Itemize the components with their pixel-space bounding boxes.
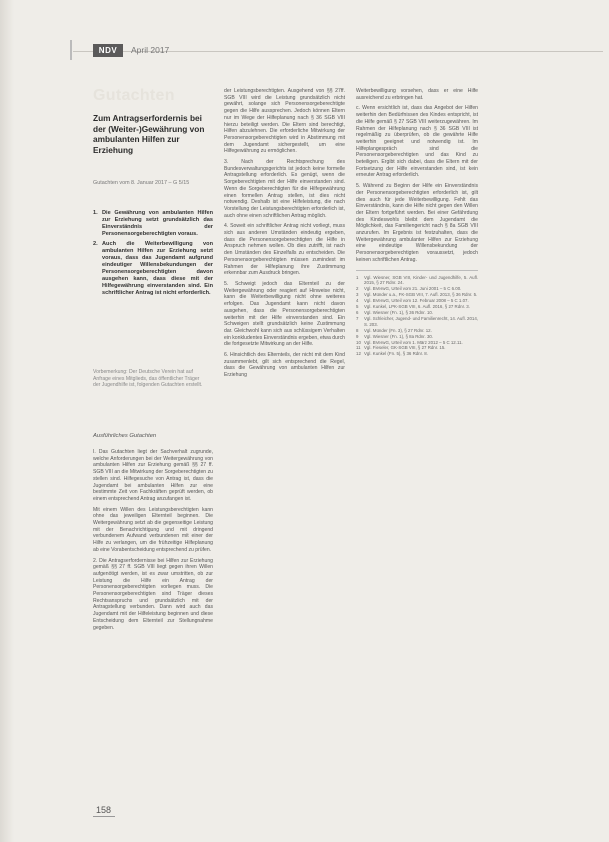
footnote: 12 Vgl. Kunkel (Fn. 5), § 36 Rdnr. 8. (356, 351, 428, 357)
thesis-item (93, 241, 213, 297)
paragraph: 2. Die Antragserfordernisse bei Hilfen zur Erziehung gemäß §§ 27 ff. SGB VIII liegt gegen ihren Willen aufgenötigt werden, ist es zwar umstritten, ob zur Leistung die Hilfe ein Antrag der Personensorgeberechtigten vorliegen muss. Die Personensorgeberechtigten sind Träger dieses Rechtsanspruchs und grundsätzlich mit der Antragstellung verbunden. Dann wird auch das Jugendamt mit der Hilfeleistung beginnen und diese Entscheidung dem Elternteil zur Stellungnahme gegeben. (93, 557, 213, 631)
footnote: 11 Vgl. Fieseler, GK-SGB VIII, § 27 Rdnr. 15. (356, 345, 446, 351)
decision-reference: Gutachten vom 8. Januar 2017 – G 5/15 (93, 180, 190, 186)
footnote: 8 Vgl. Münder (Fn. 3), § 27 Rdnr. 12. (356, 327, 432, 333)
paragraph: der Leistungsberechtigten. Ausgehend von §§ 27ff. SGB VIII wird die Leistung grundsätzlich nicht gewährt, solange sich Personensorgeberechtigte gegen die Hilfe aussprechen. Jedoch können Eltern nur im Wege der Hilfeplanung nach § 36 SGB VIII hierzu beteiligt werden. Die Eltern sind berechtigt, Hilfen abzulehnen. Die erforderliche Mitwirkung der Personensorgeberechtigten wird in Abstimmung mit dem Jugendamt sichergestellt, um eine Hilfegewährung zu ermöglichen. (224, 88, 345, 155)
journal-badge: NDV (93, 44, 123, 57)
article-title: Zum Antragserfordernis bei der (Weiter-)Gewährung von ambulanten Hilfen zur Erziehung (93, 113, 205, 155)
footnote: 3 Vgl. Münder u.a., FK-SGB VIII, 7. Aufl. 2013, § 36 Rdnr. 5. (356, 292, 478, 298)
thesis-number: 2. (93, 241, 98, 247)
paragraph: c. Wenn ersichtlich ist, dass das Angebot der Hilfen weiterhin den Bedürfnissen des Kindes entspricht, ist die Hilfe gemäß § 27 SGB VIII weiterzugewähren. Im Rahmen der Hilfeplanung nach § 36 SGB VIII ist regelmäßig zu überprüfen, ob die gewährte Hilfe weiterhin geeignet und notwendig ist. Im Hilfeplangespräch sind die Personensorgeberechtigten und das Kind zu beteiligen. Ergibt sich dabei, dass die Eltern mit der Fortsetzung der Hilfe einverstanden sind, ist kein erneuter Antrag erforderlich. (356, 105, 478, 179)
paragraph: I. Das Gutachten liegt der Sachverhalt zugrunde, welche Anforderungen bei der Weitergewährung von ambulanten Hilfen zur Erziehung gemäß §§ 27 ff. SGB VIII an die Mitwirkung der Sorgeberechtigten zu stellen sind. Hilfegesuche von Antrag ist, dass die Jugendamt bei ambulanten Hilfen zur eine bestimmte Zeit von Fachkräften geprüft werden, ob einem entsprechend Antrag anzufangen ist. (93, 449, 213, 502)
thesis-text: Die Gewährung von ambulanten Hilfen zur Erziehung setzt grundsätzlich das Einverständnis der Personensorgeberechtigten voraus. (102, 210, 213, 237)
footnote: 4 Vgl. BVerwG, Urteil vom 12. Februar 2008 – 5 C 1.07. (356, 298, 469, 304)
paragraph: 5. Schweigt jedoch das Elternteil zu der Weitergewährung oder reagiert auf Hinweise nicht, kann die Weiterbewilligung nicht ohne weiteres erfolgen. Das Jugendamt kann nicht davon ausgehen, dass die Personensorgeberechtigten weiterhin mit der Hilfe einverstanden sind. Ein Schweigen stellt grundsätzlich keine Zustimmung dar. Gleichwohl kann sich aus schlüssigem Verhalten ein konkludentes Einverständnis ergeben, etwa durch die fortgesetzte Mitwirkung an der Hilfe. (224, 280, 345, 348)
thesis-number: 1. (93, 210, 98, 216)
footnote: 5 Vgl. Kunkel, LPK-SGB VIII, 6. Aufl. 2016, § 27 Rdnr. 3. (356, 304, 470, 310)
footer-rule (93, 816, 115, 817)
margin-bar (70, 40, 72, 60)
page-number: 158 (96, 805, 112, 815)
thesis-list (93, 210, 213, 300)
paragraph: Weiterbewilligung vorsehen, dass er eine Hilfe ausreichend zu erbringen hat. (356, 88, 478, 101)
thesis-text: Auch die Weiterbewilligung von ambulanten Hilfen zur Erziehung setzt voraus, dass das Jugendamt aufgrund eindeutiger Willensbekundungen der Personensorgeberechtigten davon ausgehen kann, dass diese mit der Hilfegewährung einverstanden sind. Ein schriftlicher Antrag ist nicht erforderlich. (102, 241, 213, 296)
footnote: 7 Vgl. Schleicher, Jugend- und Familienrecht, 14. Aufl. 2014, S. 203. (356, 315, 478, 327)
paragraph: 4. Soweit ein schriftlicher Antrag nicht vorliegt, muss sich aus anderen Umständen eindeutig ergeben, dass die Personensorgeberechtigten die Hilfe in Anspruch nehmen wollen. Ob dies zutrifft, ist nach den Umständen des Einzelfalls zu entscheiden. Die Personensorgeberechtigten müssen zumindest im Rahmen der Hilfeplanung ihre Zustimmung erkennbar zum Ausdruck bringen. (224, 223, 345, 277)
column-2-body (224, 88, 345, 383)
paragraph: 3. Nach der Rechtsprechung des Bundesverwaltungsgerichts ist jedoch keine formelle Antragstellung erforderlich. Es genügt, wenn die Sorgeberechtigten mit der Hilfe einverstanden sind. Wenn die Sorgeberechtigten für die Hilfegewährung einen formellen Antrag stellen, ist dies nicht notwendig. Deshalb ist eine Hilfeleistung, die nach Vorstellung der Leistungsberechtigten erforderlich ist, auch ohne einen schriftlichen Antrag möglich. (224, 159, 345, 219)
paragraph: 6. Hinsichtlich des Elternteils, der nicht mit dem Kind zusammenlebt, gilt sich entsprechend die Regel, dass die Gewährung von ambulanten Hilfen zur Erziehung (224, 352, 345, 379)
column-1-body (93, 449, 213, 635)
issue-date: April 2017 (131, 45, 170, 55)
footnote: 6 Vgl. Wiesner (Fn. 1), § 36 Rdnr. 10. (356, 310, 434, 316)
paragraph: Mit einem Willen des Leistungsberechtigten kann ohne das jeweiligen Elternteil beginnen. Die Weitergewährung setzt ab die gegenseitige Leistung mit der Benachrichtigung und mit dringend verbundenem Aufwand verbundenen mit einer der Hilfe zu verlangen, um die frühzeitige Hilfeplanung ab eine Vorabentscheidung entsprechend zu prüfen. (93, 506, 213, 553)
footnote: 9 Vgl. Wiesner (Fn. 1), § 8a Rdnr. 30. (356, 333, 434, 339)
section-title: Gutachten (93, 87, 175, 104)
page-gutter-shadow (0, 0, 14, 842)
footnote: 1 Vgl. Wiesner, SGB VIII, Kinder- und Jugendhilfe, 5. Aufl. 2015, § 27 Rdnr. 24. (356, 274, 478, 286)
thesis-item (93, 210, 213, 238)
paragraph: 5. Während zu Beginn der Hilfe ein Einverständnis der Personensorgeberechtigten erforderlich ist, gilt dies auch für jede Weiterbewilligung. Fehlt das Einverständnis, kann die Hilfe nicht gegen den Willen der Eltern fortgeführt werden. Bei einer Gefährdung des Kindeswohls bleibt dem Jugendamt die Möglichkeit, das Familiengericht nach § 8a SGB VIII anzurufen. Im Ergebnis ist festzuhalten, dass die Weitergewährung ambulanter Hilfen zur Erziehung eine eindeutige Willensbekundung der Personensorgeberechtigten voraussetzt, jedoch keinen schriftlichen Antrag. (356, 183, 478, 263)
footnote: 10 Vgl. BVerwG, Urteil vom 1. März 2012 – 5 C 12.11. (356, 339, 463, 345)
footnote: 2 Vgl. BVerwG, Urteil vom 21. Juni 2001 – 5 C 6.00. (356, 286, 462, 292)
column-3-body (356, 88, 478, 357)
preliminary-note: Vorbemerkung: Der Deutsche Verein hat auf Anfrage eines Mitglieds, das öffentlicher Träger der Jugendhilfe ist, folgenden Gutachten erstellt. (93, 369, 203, 388)
footnotes (356, 270, 478, 358)
subheading: Ausführliches Gutachten (93, 433, 157, 439)
